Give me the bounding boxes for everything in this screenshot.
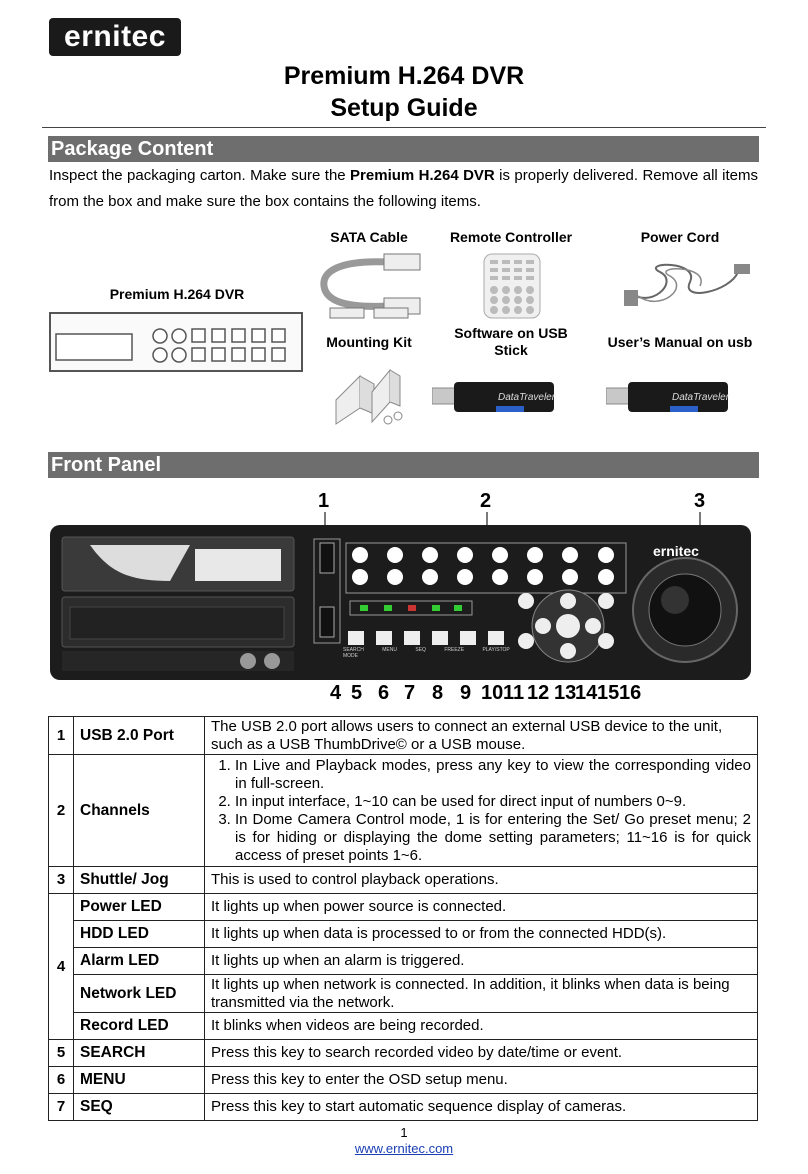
package-content-heading: Package Content (48, 136, 759, 162)
callout-8: 8 (432, 682, 444, 704)
callout-10: 10 (481, 682, 504, 704)
table-row: HDD LED It lights up when data is processed to or from the connected HDD(s). (49, 921, 758, 948)
table-row: 4 Power LED It lights up when power source is connected. (49, 894, 758, 921)
callout-7: 7 (404, 682, 416, 704)
front-panel-table (48, 716, 758, 1121)
item-label-dvr: Premium H.264 DVR (109, 286, 245, 302)
table-row: Alarm LED It lights up when an alarm is triggered. (49, 948, 758, 975)
usb-stick-software (432, 378, 562, 416)
package-intro: Inspect the packaging carton. Make sure the Premium H.264 DVR is properly delivered. Remove all items from the box and make sure the box contains the following items. (49, 167, 758, 210)
table-row: Network LED It lights up when network is connected. In addition, it blinks when data is being transmitted via the network. (49, 975, 758, 1013)
callout-5: 5 (351, 682, 363, 704)
title-rule (42, 127, 766, 128)
table-row: 1 USB 2.0 Port The USB 2.0 port allows users to connect an external USB device to the unit, such as a USB ThumbDrive© or a USB mouse. (49, 717, 758, 755)
item-label-software: Software on USB Stick (454, 325, 568, 358)
dvr-illustration (48, 310, 306, 376)
item-label-mount: Mounting Kit (326, 334, 412, 350)
remote-controller-illustration (482, 252, 542, 320)
mounting-kit-illustration (330, 362, 410, 430)
callout-16: 16 (619, 682, 642, 704)
callout-9: 9 (460, 682, 472, 704)
document-subtitle: Setup Guide (330, 94, 478, 122)
table-row: 5 SEARCH Press this key to search recorded video by date/time or event. (49, 1040, 758, 1067)
ernitec-logo: ernitec (49, 18, 181, 56)
table-row: 2 Channels 1. In Live and Playback modes, press any key to view the corresponding video in full-screen. 2. In input interface, 1~10 can be used for direct input of numbers 0~9. 3. In Dome Camera Control mode, 1 is for entering the Set/ Go preset menu; 2 is for hiding or displaying the dome setting parameters; 11~16 is for quick access of preset points 1~6. (49, 755, 758, 867)
item-label-manual: User’s Manual on usb (607, 334, 753, 350)
table-row: 6 MENU Press this key to enter the OSD setup menu. (49, 1067, 758, 1094)
power-cord-illustration (620, 252, 756, 314)
front-panel-heading: Front Panel (48, 452, 759, 478)
table-row: 7 SEQ Press this key to start automatic sequence display of cameras. (49, 1094, 758, 1121)
usb-brand-text: DataTraveler (672, 392, 730, 403)
callout-13: 13 (554, 682, 577, 704)
callout-4: 4 (330, 682, 342, 704)
callout-14: 14 (575, 682, 598, 704)
callout-3: 3 (694, 490, 706, 512)
usb-stick-manual (606, 378, 736, 416)
document-title: Premium H.264 DVR (283, 62, 525, 90)
table-row: Record LED It blinks when videos are being recorded. (49, 1013, 758, 1040)
item-label-power: Power Cord (640, 229, 720, 245)
callout-1: 1 (318, 490, 330, 512)
sata-cable-illustration (318, 250, 428, 322)
callout-2: 2 (480, 490, 492, 512)
callout-15: 15 (597, 682, 620, 704)
item-label-remote: Remote Controller (449, 229, 573, 245)
callout-6: 6 (378, 682, 390, 704)
callout-11: 11 (503, 682, 525, 704)
item-label-sata: SATA Cable (330, 229, 408, 245)
callout-12: 12 (527, 682, 550, 704)
table-row: 3 Shuttle/ Jog This is used to control playback operations. (49, 867, 758, 894)
footer-link[interactable]: www.ernitec.com (354, 1141, 454, 1156)
panel-brand: ernitec (653, 543, 699, 559)
usb-brand-text: DataTraveler (498, 392, 556, 403)
page-number: 1 (400, 1125, 408, 1140)
panel-button-labels: SEARCH MENU SEQ FREEZE PLAY/STOP MODE (343, 647, 510, 659)
